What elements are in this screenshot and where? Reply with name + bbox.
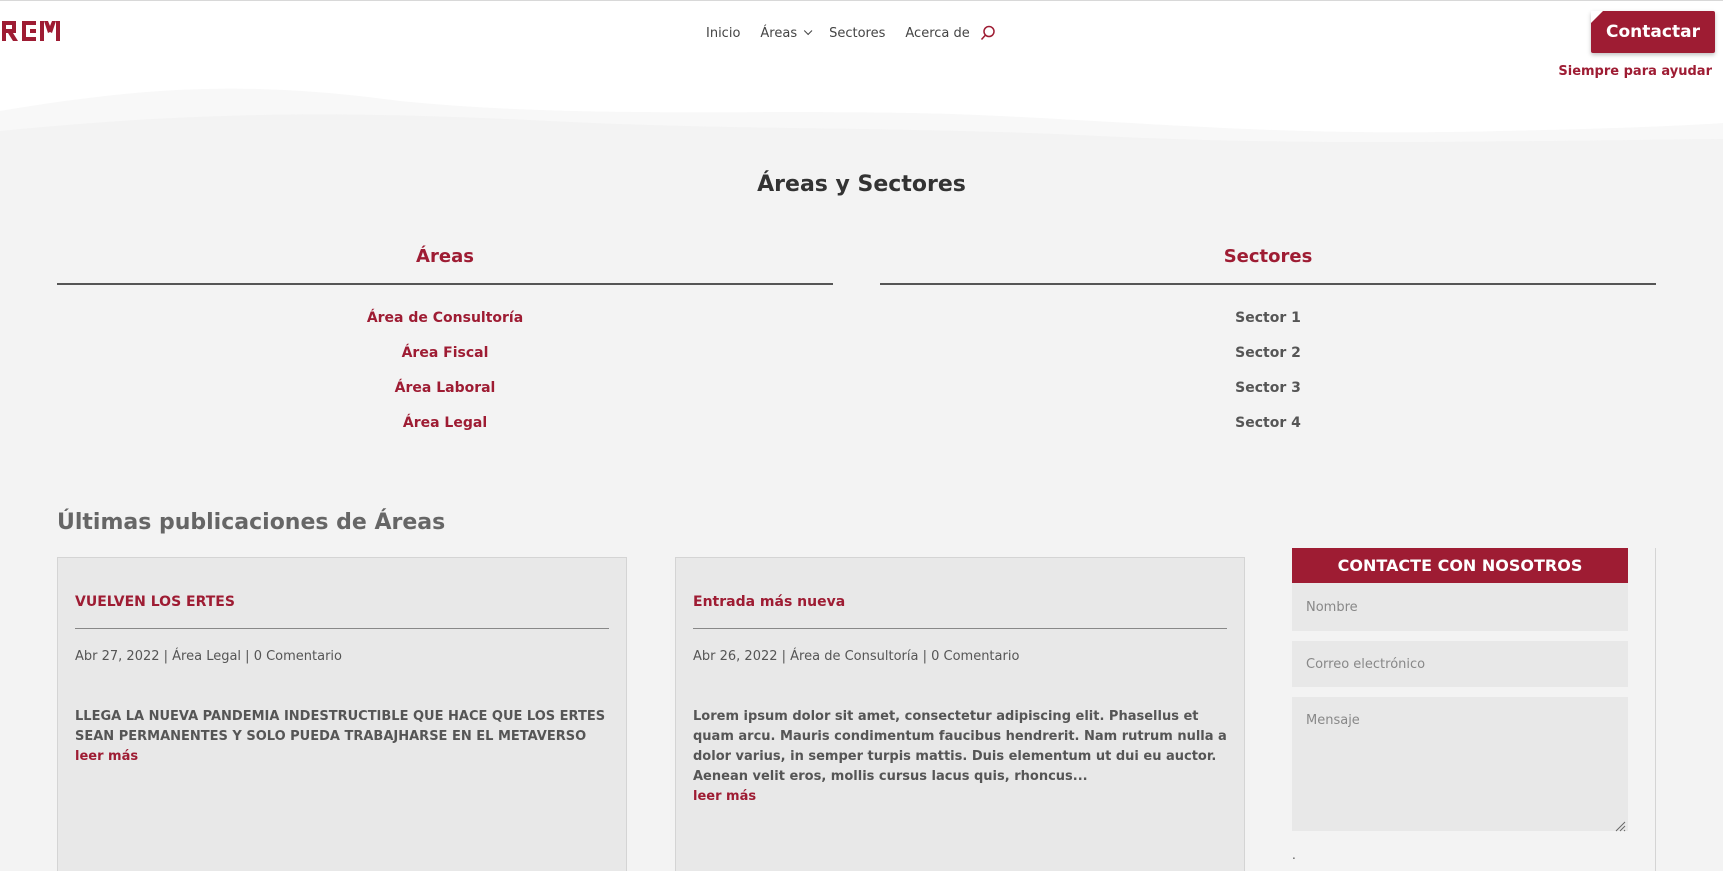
email-field[interactable] [1292, 641, 1628, 687]
contact-form [1292, 548, 1656, 871]
post-title[interactable]: VUELVEN LOS ERTES [75, 594, 609, 629]
header-wave-decoration [0, 81, 1723, 156]
sectors-heading: Sectores [880, 246, 1656, 285]
nav-item-areas[interactable] [760, 26, 809, 41]
post-card [57, 557, 627, 871]
form-footnote: . [1292, 848, 1296, 862]
contact-form-heading: CONTACTE CON NOSOTROS [1292, 548, 1628, 583]
post-excerpt: Lorem ipsum dolor sit amet, consectetur adipiscing elit. Phasellus et quam arcu. Mauris condimentum faucibus hendrerit. Nam rutrum nulla a dolor varius, in semper turpis mattis. Duis elementum ut dui eu auctor. Aenean velit eros, mollis cursus lacus quis, rhoncus... [693, 709, 1227, 784]
nav-item-areas-label: Áreas [760, 25, 798, 41]
post-excerpt: LLEGA LA NUEVA PANDEMIA INDESTRUCTIBLE QUE HACE QUE LOS ERTES SEAN PERMANENTES Y SOLO PUEDA TRABAJHARSE EN EL METAVERSO [75, 709, 606, 744]
areas-heading: Áreas [57, 246, 833, 285]
message-field[interactable] [1292, 697, 1628, 831]
read-more-link[interactable]: leer más [693, 789, 757, 804]
read-more-link[interactable]: leer más [75, 749, 139, 764]
nav-item-sectores[interactable]: Sectores [829, 25, 886, 41]
post-meta: Abr 26, 2022 | Área de Consultoría | 0 Comentario [693, 649, 1020, 664]
page-title: Áreas y Sectores [757, 172, 966, 197]
tagline: Siempre para ayudar [1558, 64, 1712, 79]
main-nav [706, 23, 996, 43]
area-link[interactable]: Área de Consultoría [366, 310, 524, 326]
site-header [0, 0, 1723, 150]
areas-column [57, 246, 833, 450]
sector-link[interactable]: Sector 2 [1235, 345, 1301, 361]
search-icon[interactable] [980, 25, 996, 41]
sector-link[interactable]: Sector 3 [1235, 380, 1301, 396]
nav-item-inicio[interactable]: Inicio [706, 25, 741, 41]
post-meta: Abr 27, 2022 | Área Legal | 0 Comentario [75, 649, 343, 664]
sectors-list [880, 310, 1656, 450]
sector-link[interactable]: Sector 1 [1235, 310, 1301, 326]
nav-item-acerca-de[interactable]: Acerca de [905, 25, 970, 41]
publications-title: Últimas publicaciones de Áreas [57, 510, 446, 535]
name-field[interactable] [1292, 583, 1628, 631]
sectors-column [880, 246, 1656, 450]
areas-list [57, 310, 833, 450]
contact-button[interactable]: Contactar [1591, 11, 1715, 53]
rcm-logo[interactable] [2, 21, 60, 41]
area-link[interactable]: Área Legal [402, 415, 488, 431]
post-title[interactable]: Entrada más nueva [693, 594, 1227, 629]
area-link[interactable]: Área Fiscal [401, 345, 489, 361]
chevron-down-icon [804, 27, 812, 35]
post-card [675, 557, 1245, 871]
sector-link[interactable]: Sector 4 [1235, 415, 1301, 431]
resize-handle-icon[interactable] [1614, 820, 1626, 832]
area-link[interactable]: Área Laboral [394, 380, 496, 396]
